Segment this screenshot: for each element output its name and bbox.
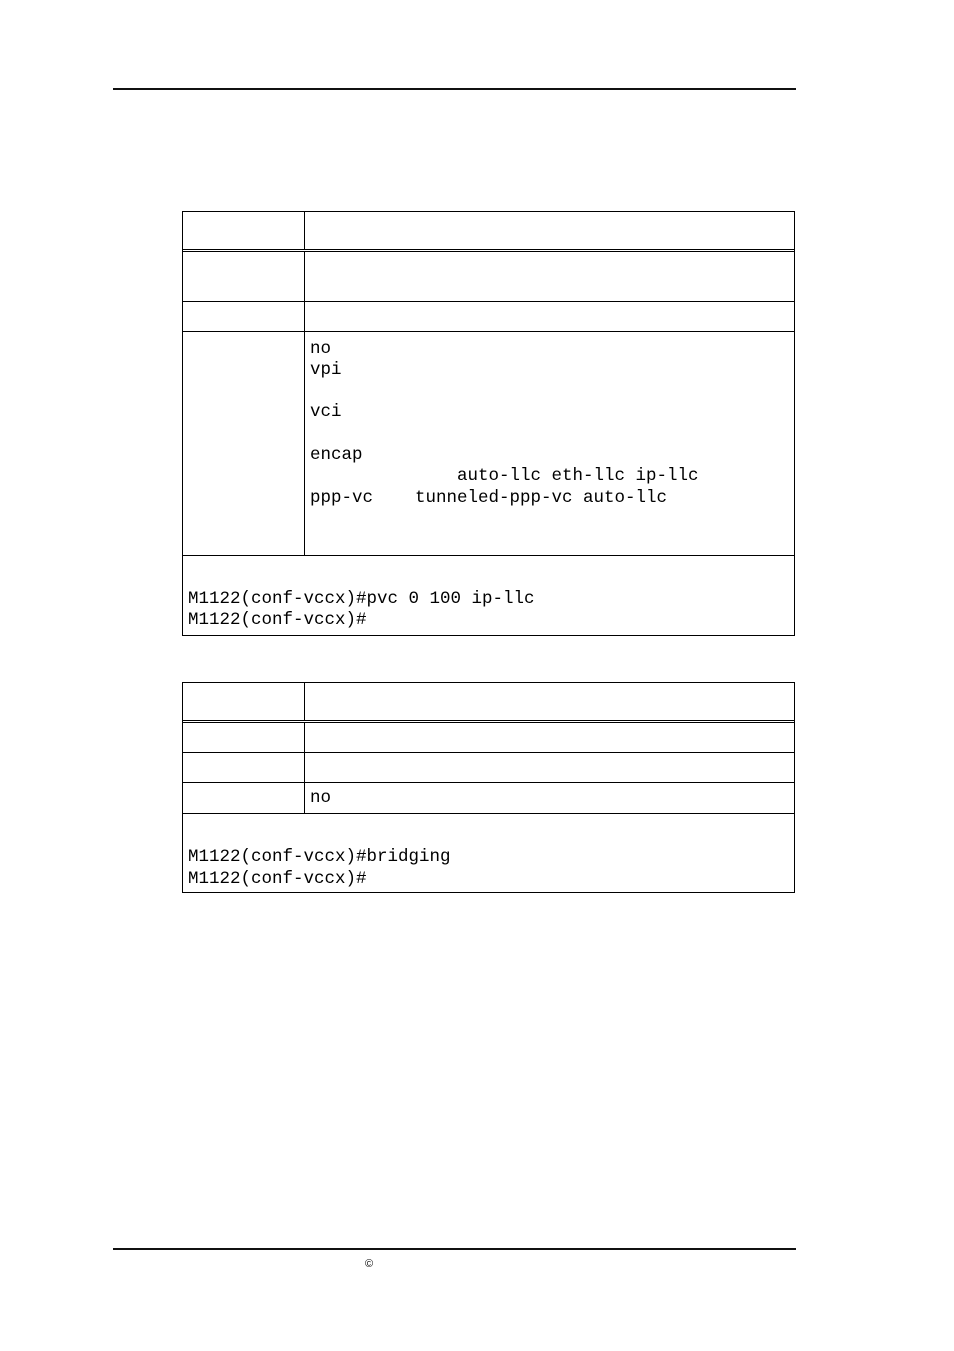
syntax-line: vci — [310, 402, 342, 422]
syntax-cell — [305, 332, 794, 555]
syntax-row — [183, 332, 794, 556]
header-cell-left — [183, 212, 305, 249]
example-line: M1122(conf-vccx)#pvc 0 100 ip-llc — [188, 589, 535, 609]
description-row — [183, 723, 794, 753]
syntax-line: ppp-vc tunneled-ppp-vc auto-llc — [310, 488, 668, 508]
example-line: M1122(conf-vccx)# — [188, 610, 367, 630]
description-row — [183, 252, 794, 302]
example-line: M1122(conf-vccx)#bridging — [188, 847, 451, 867]
example-row — [183, 556, 794, 635]
syntax-line: no — [310, 339, 332, 359]
mode-row — [183, 302, 794, 332]
syntax-line: auto-llc eth-llc ip-llc — [310, 466, 699, 486]
syntax-row — [183, 783, 794, 814]
syntax-line: encap — [310, 445, 363, 465]
copyright-symbol: © — [365, 1258, 374, 1270]
table-header-row — [183, 212, 794, 252]
mode-row — [183, 753, 794, 783]
example-row — [183, 814, 794, 892]
syntax-line: no — [310, 788, 332, 808]
example-line: M1122(conf-vccx)# — [188, 869, 367, 889]
footer-rule — [113, 1248, 796, 1250]
command-table-pvc — [182, 211, 795, 636]
syntax-line: vpi — [310, 360, 342, 380]
command-table-bridging — [182, 682, 795, 893]
header-cell-right — [305, 212, 794, 249]
syntax-cell — [305, 783, 794, 813]
table-header-row — [183, 683, 794, 723]
header-rule — [113, 88, 796, 90]
